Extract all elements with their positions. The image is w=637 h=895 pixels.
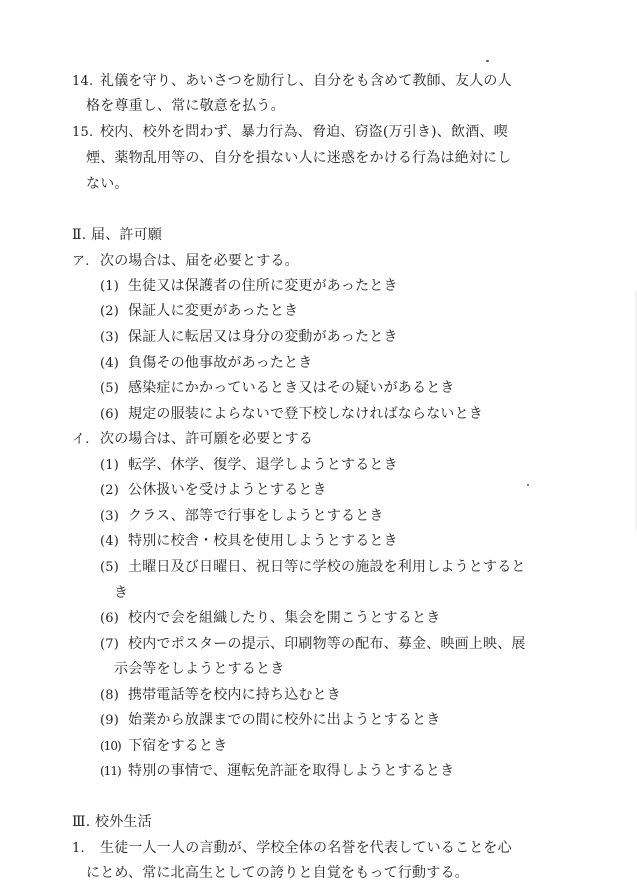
list-item-number: (2) bbox=[100, 483, 120, 498]
list-item-number: (8) bbox=[100, 688, 120, 703]
list-item-number: (9) bbox=[100, 713, 120, 728]
rule-15-line-2 bbox=[86, 149, 511, 167]
part-i-intro bbox=[72, 430, 313, 449]
section-2-heading: Ⅱ. 届、許可願 bbox=[72, 227, 163, 243]
list-item-text: 感染症にかかっているとき又はその疑いがあるとき bbox=[128, 380, 455, 396]
list-item bbox=[100, 507, 384, 526]
scan-speck bbox=[527, 484, 529, 486]
part-i-label: イ. bbox=[72, 432, 90, 447]
list-item-number: (6) bbox=[100, 611, 120, 626]
list-item-number: (5) bbox=[100, 560, 120, 575]
section-3-heading: Ⅲ. 校外生活 bbox=[72, 814, 152, 830]
outside-rule-1-line-1 bbox=[72, 839, 512, 858]
list-item-text-cont: き bbox=[114, 585, 129, 601]
list-item-text: 土曜日及び日曜日、祝日等に学校の施設を利用しようとすると bbox=[128, 559, 526, 575]
part-a-intro bbox=[72, 252, 299, 271]
list-item-number: (5) bbox=[100, 381, 120, 396]
list-item-number: (3) bbox=[100, 330, 120, 345]
list-item-number: (2) bbox=[100, 304, 120, 319]
rule-15-number: 15. bbox=[72, 125, 94, 140]
list-item-text: 特別に校舎・校具を使用しようとするとき bbox=[128, 533, 398, 549]
rule-15-line-1 bbox=[72, 123, 508, 142]
list-item-text: 規定の服装によらないで登下校しなければならないとき bbox=[128, 406, 483, 422]
list-item-text-cont: 示会等をしようとするとき bbox=[114, 661, 285, 677]
list-item bbox=[100, 328, 398, 347]
list-item-text: 保証人に転居又は身分の変動があったとき bbox=[128, 329, 398, 345]
list-item-text: クラス、部等で行事をしようとするとき bbox=[128, 508, 384, 524]
list-item-text: 公休扱いを受けようとするとき bbox=[128, 482, 327, 498]
list-item bbox=[100, 532, 398, 551]
list-item-text: 負傷その他事故があったとき bbox=[128, 355, 313, 371]
list-item bbox=[100, 456, 398, 475]
list-item bbox=[100, 481, 327, 500]
outside-rule-1-text-cont: にとめ、常に北高生としての誇りと自覚をもって行動する。 bbox=[86, 865, 469, 881]
rule-15-text-end: ない。 bbox=[86, 176, 129, 192]
list-item bbox=[100, 686, 341, 705]
list-item-number: (1) bbox=[100, 458, 120, 473]
list-item-number: (11) bbox=[100, 764, 121, 778]
list-item-number: (6) bbox=[100, 407, 120, 422]
outside-rule-1-number: 1. bbox=[72, 841, 85, 856]
list-item-number: (7) bbox=[100, 637, 120, 652]
list-item-text: 校内で会を組織したり、集会を開こうとするとき bbox=[128, 610, 441, 626]
list-item bbox=[100, 379, 455, 398]
list-item-text: 特別の事情で、運転免許証を取得しようとするとき bbox=[128, 763, 455, 779]
list-item-number: (10) bbox=[100, 739, 121, 753]
rule-14-line-2 bbox=[86, 97, 285, 115]
list-item-text: 保証人に変更があったとき bbox=[128, 303, 299, 319]
rule-15-text-cont: 煙、薬物乱用等の、自分を損ない人に迷惑をかける行為は絶対にし bbox=[86, 150, 512, 166]
list-item-text: 下宿をするとき bbox=[128, 738, 228, 754]
scan-speck bbox=[486, 60, 489, 62]
list-item-text: 生徒又は保護者の住所に変更があったとき bbox=[128, 278, 398, 294]
list-item-text: 携帯電話等を校内に持ち込むとき bbox=[128, 687, 341, 703]
rule-14-number: 14. bbox=[72, 74, 94, 89]
list-item bbox=[100, 635, 526, 654]
list-item bbox=[100, 558, 526, 577]
rule-15-line-3 bbox=[86, 175, 129, 193]
part-i-text: 次の場合は、許可願を必要とする bbox=[100, 431, 313, 447]
outside-rule-1-line-2 bbox=[86, 864, 469, 882]
list-item-text: 校内でポスターの提示、印刷物等の配布、募金、映画上映、展 bbox=[128, 636, 526, 652]
list-item-continuation bbox=[114, 660, 284, 678]
list-item bbox=[100, 711, 440, 730]
list-item-number: (4) bbox=[100, 356, 120, 371]
rule-14-text-cont: 格を尊重し、常に敬意を払う。 bbox=[86, 98, 285, 114]
rule-14-text: 礼儀を守り、あいさつを励行し、自分をも含めて教師、友人の人 bbox=[100, 73, 512, 89]
part-a-text: 次の場合は、届を必要とする。 bbox=[100, 253, 299, 269]
list-item bbox=[100, 762, 454, 780]
list-item bbox=[100, 277, 398, 296]
outside-rule-1-text: 生徒一人一人の言動が、学校全体の名誉を代表していることを心 bbox=[100, 840, 512, 856]
rule-15-text: 校内、校外を問わず、暴力行為、脅迫、窃盗(万引き)、飲酒、喫 bbox=[100, 124, 508, 140]
list-item-number: (1) bbox=[100, 279, 120, 294]
list-item bbox=[100, 354, 312, 373]
part-a-label: ア. bbox=[72, 254, 90, 269]
list-item bbox=[100, 609, 440, 628]
list-item-continuation bbox=[114, 584, 128, 602]
list-item bbox=[100, 405, 483, 424]
rule-14-line-1 bbox=[72, 72, 512, 91]
list-item-number: (3) bbox=[100, 509, 120, 524]
list-item-number: (4) bbox=[100, 534, 120, 549]
list-item-text: 始業から放課までの間に校外に出ようとするとき bbox=[128, 712, 441, 728]
list-item bbox=[100, 737, 227, 755]
list-item-text: 転学、休学、復学、退学しようとするとき bbox=[128, 457, 398, 473]
list-item bbox=[100, 302, 298, 321]
